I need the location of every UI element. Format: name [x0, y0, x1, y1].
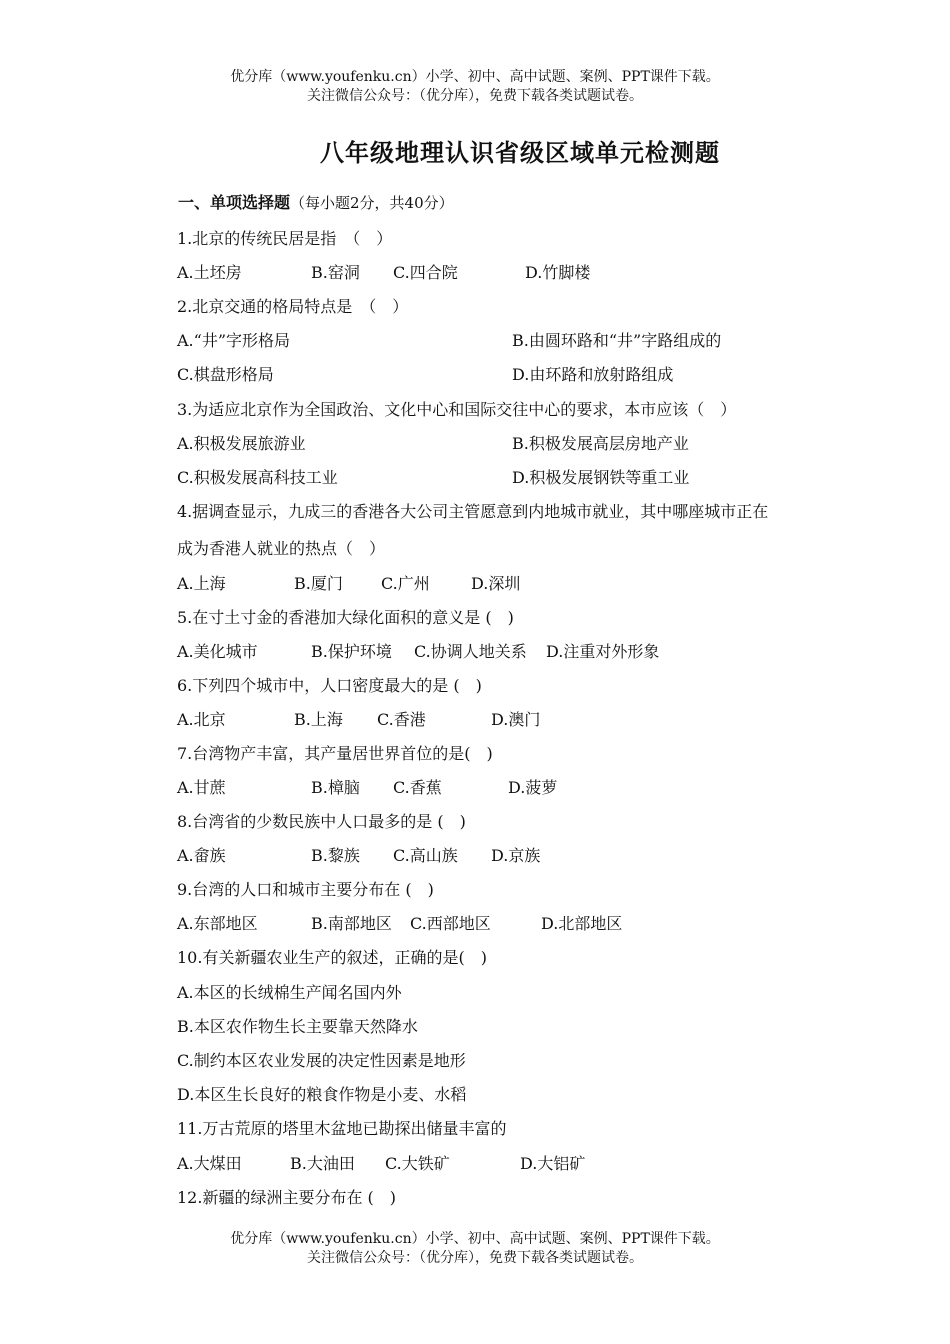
option-b: B.窑洞 [311, 263, 360, 282]
option-b: B.樟脑 [311, 778, 360, 797]
question-6-stem: 6.下列四个城市中，人口密度最大的是 ( ) [177, 676, 482, 695]
question-1-stem: 1.北京的传统民居是指 （ ） [177, 229, 393, 248]
option-b: B.厦门 [294, 574, 343, 593]
option-d: D.京族 [491, 846, 541, 865]
option-c: C.高山族 [393, 846, 458, 865]
section-note: （每小题2分，共40分） [290, 194, 454, 212]
option-a: A.“井”字形格局 [177, 331, 291, 350]
question-9-stem: 9.台湾的人口和城市主要分布在 ( ) [177, 880, 434, 899]
option-c: C.协调人地关系 [414, 642, 527, 661]
question-11-stem: 11.万古荒原的塔里木盆地已勘探出储量丰富的 [177, 1119, 507, 1138]
option-a: A.大煤田 [177, 1154, 242, 1173]
option-a: A.畲族 [177, 846, 226, 865]
option-d: D.大铝矿 [520, 1154, 586, 1173]
option-d: D.竹脚楼 [525, 263, 591, 282]
option-b: B.大油田 [290, 1154, 355, 1173]
option-a: A.东部地区 [177, 914, 258, 933]
question-7-stem: 7.台湾物产丰富，其产量居世界首位的是( ) [177, 744, 493, 763]
section-label: 一、单项选择题 [178, 193, 291, 212]
option-a: A.美化城市 [177, 642, 258, 661]
option-a: A.土坯房 [177, 263, 242, 282]
header-line-1: 优分库（www.youfenku.cn）小学、初中、高中试题、案例、PPT课件下载。 [230, 69, 720, 85]
option-c: C.香蕉 [393, 778, 442, 797]
option-d: D.北部地区 [541, 914, 623, 933]
option-a: A.北京 [177, 710, 226, 729]
question-12-stem: 12.新疆的绿洲主要分布在 ( ) [177, 1188, 397, 1207]
option-b: B.黎族 [311, 846, 360, 865]
question-5-stem: 5.在寸土寸金的香港加大绿化面积的意义是 ( ) [177, 608, 514, 627]
question-10-option-b: B.本区农作物生长主要靠天然降水 [177, 1017, 418, 1036]
question-4-stem: 4.据调查显示，九成三的香港各大公司主管愿意到内地城市就业，其中哪座城市正在 [177, 502, 769, 521]
option-a: A.上海 [177, 574, 226, 593]
question-10-option-a: A.本区的长绒棉生产闻名国内外 [177, 983, 402, 1002]
option-c: C.广州 [381, 574, 430, 593]
option-c: C.香港 [377, 710, 426, 729]
option-c: C.西部地区 [410, 914, 491, 933]
option-d: D.积极发展钢铁等重工业 [512, 468, 690, 487]
option-b: B.由圆环路和“井”字路组成的 [512, 331, 722, 350]
option-d: D.由环路和放射路组成 [512, 365, 674, 384]
page-title: 八年级地理认识省级区域单元检测题 [320, 138, 720, 167]
option-b: B.南部地区 [311, 914, 392, 933]
question-2-stem: 2.北京交通的格局特点是 （ ） [177, 297, 409, 316]
option-b: B.积极发展高层房地产业 [512, 434, 689, 453]
question-10-stem: 10.有关新疆农业生产的叙述，正确的是( ) [177, 948, 487, 967]
option-c: C.四合院 [393, 263, 458, 282]
footer-line-2: 关注微信公众号：（优分库），免费下载各类试题试卷。 [307, 1250, 643, 1266]
option-b: B.上海 [294, 710, 343, 729]
question-3-stem: 3.为适应北京作为全国政治、文化中心和国际交往中心的要求，本市应该（ ） [177, 400, 737, 419]
question-10-option-c: C.制约本区农业发展的决定性因素是地形 [177, 1051, 466, 1070]
question-10-option-d: D.本区生长良好的粮食作物是小麦、水稻 [177, 1085, 467, 1104]
option-c: C.大铁矿 [385, 1154, 450, 1173]
question-4-stem-continued: 成为香港人就业的热点（ ） [177, 539, 386, 558]
footer-line-1: 优分库（www.youfenku.cn）小学、初中、高中试题、案例、PPT课件下载。 [230, 1231, 720, 1247]
option-c: C.棋盘形格局 [177, 365, 274, 384]
option-a: A.甘蔗 [177, 778, 226, 797]
header-line-2: 关注微信公众号：（优分库），免费下载各类试题试卷。 [307, 88, 643, 104]
question-8-stem: 8.台湾省的少数民族中人口最多的是 ( ) [177, 812, 466, 831]
option-b: B.保护环境 [311, 642, 392, 661]
option-d: D.深圳 [471, 574, 521, 593]
option-c: C.积极发展高科技工业 [177, 468, 338, 487]
option-a: A.积极发展旅游业 [177, 434, 306, 453]
option-d: D.菠萝 [508, 778, 558, 797]
option-d: D.注重对外形象 [546, 642, 660, 661]
section-heading [178, 190, 454, 213]
option-d: D.澳门 [491, 710, 541, 729]
